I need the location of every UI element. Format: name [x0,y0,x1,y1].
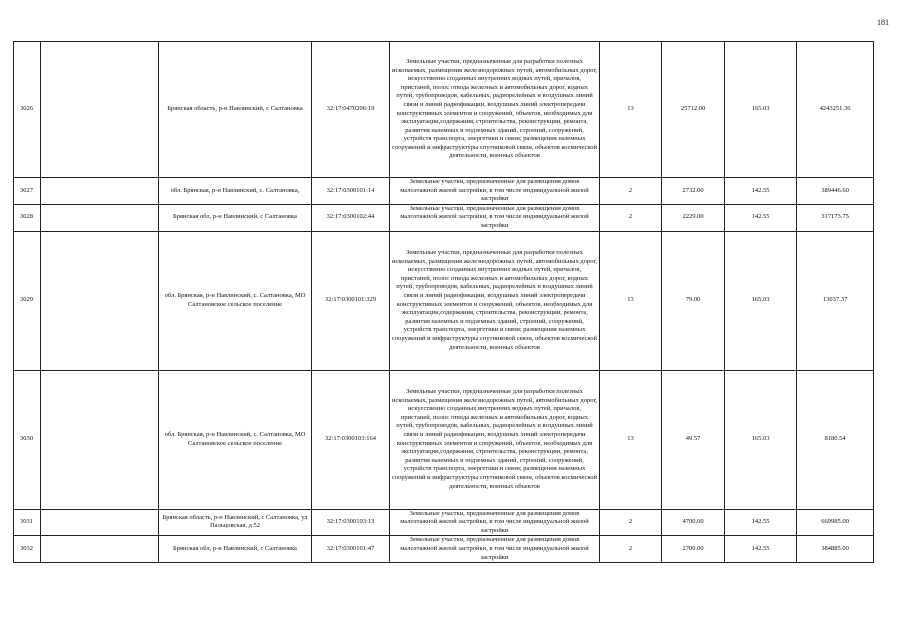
cadastral-number-cell: 32:17:0470206:19 [312,42,390,178]
land-purpose-cell: Земельные участки, предназначенные для разработки полезных ископаемых, размещения железнодорожных путей, автомобильных дорог, искусственно созданных внутренних водных путей, причалов, пристаней, полос отвода железных и автомобильных дорог, водных путей, трубопроводов, кабельных, радиорелейных и воздушных линий связи и линий радиофикации, воздушных линий электропередачи конструктивных элементов и сооружений, объектов, необходимых для эксплуатации,содержания, строительства, реконструкции, ремонта, развития наземных и подземных зданий, строений, сооружений, устройств транспорта, энергетики и связи; размещения наземных сооружений и инфраструктуры спутниковой связи, объектов космической деятельности, военных объектов [390,370,600,509]
address-cell: обл. Брянская, р-н Навлинский, с. Салтановка, МО Салтановское сельское поселение [159,231,312,370]
row-blank-cell [41,204,159,231]
area-cell: 4700.00 [662,509,725,536]
row-id-cell: 3026 [14,42,41,178]
land-purpose-cell: Земельные участки, предназначенные для размещения домов малоэтажной жилой застройки, в том числе индивидуальной жилой застройки [390,178,600,205]
table-row [14,509,874,536]
land-cadastral-value-table [13,41,874,563]
rate-cell: 165.03 [725,42,797,178]
cadastral-number-cell: 32:17:0300101:47 [312,536,390,563]
row-blank-cell [41,42,159,178]
address-cell: обл. Брянская, р-н Навлинский, с. Салтановка, [159,178,312,205]
cadastral-value-cell: 384885.00 [797,536,874,563]
row-id-cell: 3030 [14,370,41,509]
cadastral-value-cell: 317173.75 [797,204,874,231]
page-number: 181 [877,18,889,27]
cadastral-value-cell: 8180.54 [797,370,874,509]
address-cell: Брянская обл, р-н Навлинский, с Салтановка [159,204,312,231]
cadastral-value-cell: 13037.37 [797,231,874,370]
row-id-cell: 3028 [14,204,41,231]
group-cell: 2 [600,204,662,231]
cadastral-number-cell: 32:17:0300103:164 [312,370,390,509]
area-cell: 2229.00 [662,204,725,231]
table-row [14,204,874,231]
row-blank-cell [41,231,159,370]
table-row [14,178,874,205]
rate-cell: 165.03 [725,231,797,370]
area-cell: 25712.00 [662,42,725,178]
land-purpose-cell: Земельные участки, предназначенные для размещения домов малоэтажной жилой застройки, в том числе индивидуальной жилой застройки [390,204,600,231]
table-row [14,536,874,563]
row-id-cell: 3031 [14,509,41,536]
land-purpose-cell: Земельные участки, предназначенные для размещения домов малоэтажной жилой застройки, в том числе индивидуальной жилой застройки [390,536,600,563]
group-cell: 13 [600,231,662,370]
area-cell: 2700.00 [662,536,725,563]
rate-cell: 142.55 [725,536,797,563]
rate-cell: 142.55 [725,204,797,231]
row-blank-cell [41,536,159,563]
group-cell: 2 [600,536,662,563]
address-cell: Брянская область, р-н Навлинский, с Салтановка [159,42,312,178]
table-row [14,370,874,509]
row-id-cell: 3027 [14,178,41,205]
land-purpose-cell: Земельные участки, предназначенные для размещения домов малоэтажной жилой застройки, в том числе индивидуальной жилой застройки [390,509,600,536]
cadastral-value-cell: 669985.00 [797,509,874,536]
cadastral-value-cell: 389446.60 [797,178,874,205]
row-blank-cell [41,370,159,509]
cadastral-number-cell: 32:17:0300102:44 [312,204,390,231]
table-row [14,231,874,370]
address-cell: Брянская обл, р-н Навлинский, с Салтановка [159,536,312,563]
group-cell: 13 [600,42,662,178]
group-cell: 13 [600,370,662,509]
area-cell: 79.00 [662,231,725,370]
area-cell: 2732.00 [662,178,725,205]
cadastral-value-cell: 4243251.36 [797,42,874,178]
row-blank-cell [41,509,159,536]
land-purpose-cell: Земельные участки, предназначенные для разработки полезных ископаемых, размещения железнодорожных путей, автомобильных дорог, искусственно созданных внутренних водных путей, причалов, пристаней, полос отвода железных и автомобильных дорог, водных путей, трубопроводов, кабельных, радиорелейных и воздушных линий связи и линий радиофикации, воздушных линий электропередачи конструктивных элементов и сооружений, объектов, необходимых для эксплуатации,содержания, строительства, реконструкции, ремонта, развития наземных и подземных зданий, строений, сооружений, устройств транспорта, энергетики и связи; размещения наземных сооружений и инфраструктуры спутниковой связи, объектов космической деятельности, военных объектов [390,42,600,178]
table-body [14,42,874,563]
cadastral-number-cell: 32:17:0300101:329 [312,231,390,370]
rate-cell: 142.55 [725,509,797,536]
row-blank-cell [41,178,159,205]
group-cell: 2 [600,509,662,536]
table-row [14,42,874,178]
land-purpose-cell: Земельные участки, предназначенные для разработки полезных ископаемых, размещения железнодорожных путей, автомобильных дорог, искусственно созданных внутренних водных путей, причалов, пристаней, полос отвода железных и автомобильных дорог, водных путей, трубопроводов, кабельных, радиорелейных и воздушных линий связи и линий радиофикации, воздушных линий электропередачи конструктивных элементов и сооружений, объектов, необходимых для эксплуатации,содержания, строительства, реконструкции, ремонта, развития наземных и подземных зданий, строений, сооружений, устройств транспорта, энергетики и связи; размещения наземных сооружений и инфраструктуры спутниковой связи, объектов космической деятельности, военных объектов [390,231,600,370]
row-id-cell: 3029 [14,231,41,370]
cadastral-number-cell: 32:17:0300101:14 [312,178,390,205]
address-cell: Брянская область, р-н Навлинский, с Салтановка, ул Пальцовская, д 52 [159,509,312,536]
address-cell: обл. Брянская, р-н Навлинский, с. Салтановка, МО Салтановское сельское поселение [159,370,312,509]
cadastral-number-cell: 32:17:0300103:13 [312,509,390,536]
row-id-cell: 3032 [14,536,41,563]
group-cell: 2 [600,178,662,205]
area-cell: 49.57 [662,370,725,509]
rate-cell: 165.03 [725,370,797,509]
rate-cell: 142.55 [725,178,797,205]
